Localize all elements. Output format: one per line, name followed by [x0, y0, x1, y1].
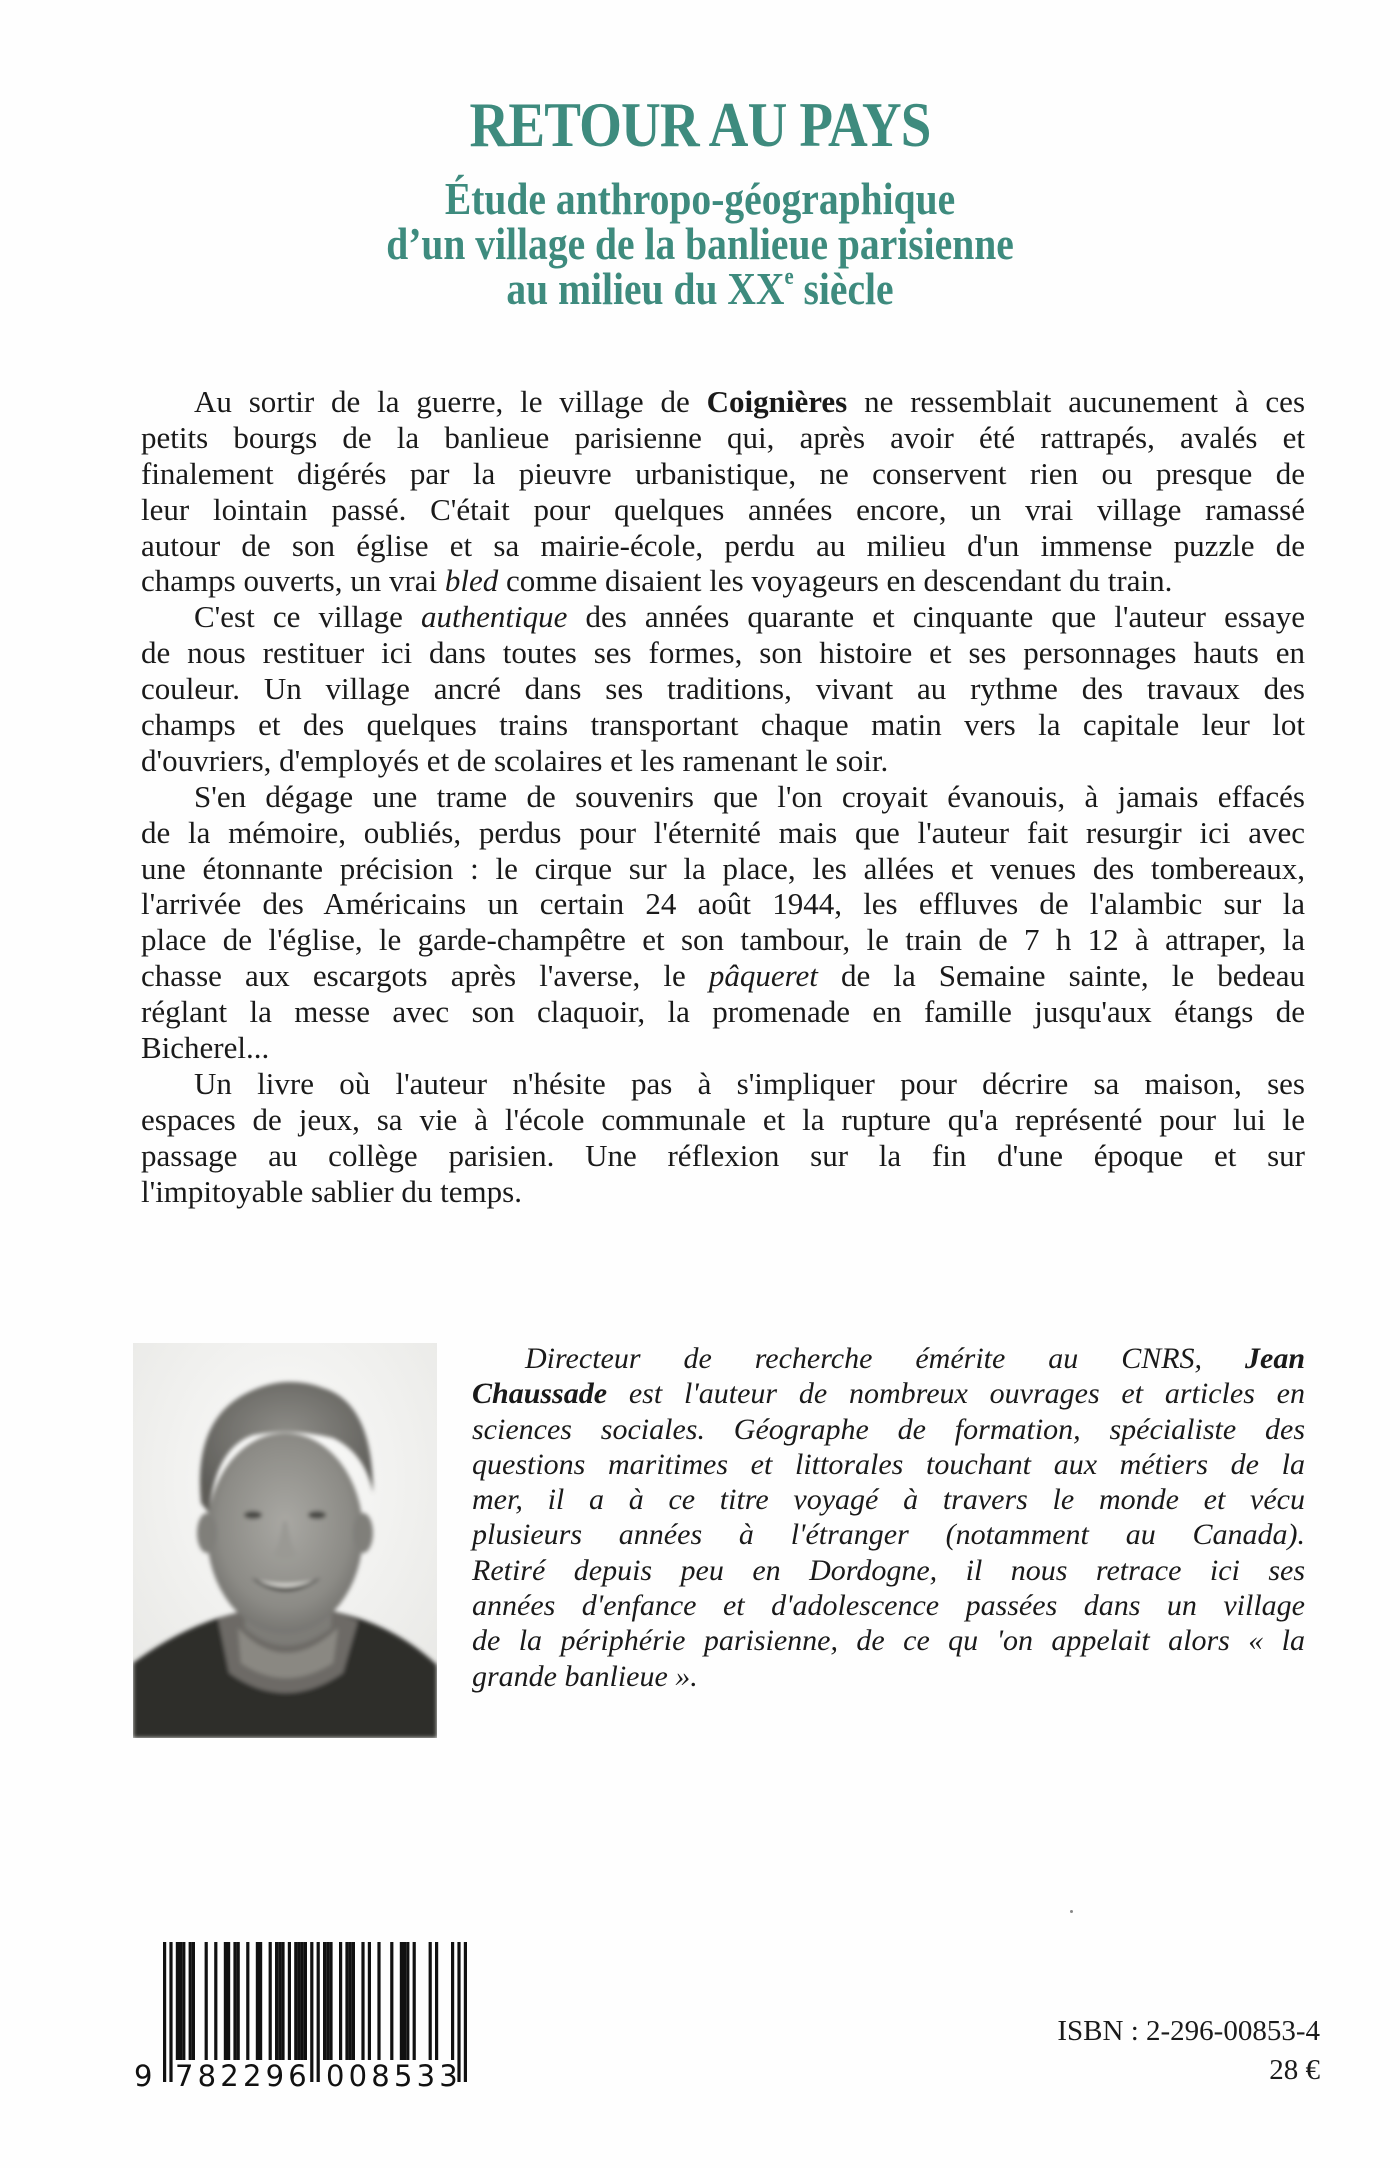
text-segment: place de l'église, le garde-champêtre et son tambour, le train de 7 h 12 à attraper, la [141, 922, 1305, 958]
isbn-block [1057, 2012, 1320, 2090]
text-line [472, 1412, 1305, 1447]
text-segment: finalement digérés par la pieuvre urbanistique, ne conservent rien ou presque de [141, 455, 1305, 491]
text-line-content [141, 635, 1305, 671]
portrait-image [133, 1343, 437, 1738]
text-line-content [141, 743, 1305, 779]
text-line [141, 1138, 1305, 1174]
text-line-content [141, 958, 1305, 994]
barcode-bar [176, 1942, 179, 2060]
barcode-bar [281, 1942, 284, 2060]
text-line [472, 1588, 1305, 1623]
text-line [141, 815, 1305, 851]
barcode-bar [259, 1942, 262, 2060]
text-segment: des années quarante et cinquante que l'auteur essaye [567, 599, 1305, 635]
text-line [141, 743, 1305, 779]
text-segment: de nous restituer ici dans toutes ses formes, son histoire et ses personnages hauts en [141, 635, 1305, 671]
text-line [141, 851, 1305, 887]
text-line-content [472, 1517, 1305, 1552]
barcode-bar [339, 1942, 342, 2060]
text-segment: espaces de jeux, sa vie à l'école communale et la rupture qu'a représenté pour lui le [141, 1101, 1305, 1137]
italic-text: pâqueret [708, 958, 818, 994]
barcode-bar [390, 1942, 393, 2060]
barcode-bar [233, 1942, 236, 2060]
text-segment: Retiré depuis peu en Dordogne, il nous retrace ici ses [472, 1553, 1305, 1587]
barcode-bar [288, 1942, 291, 2060]
text-line [141, 456, 1305, 492]
barcode-bar [205, 1942, 208, 2060]
text-segment: couleur. Un village ancré dans ses traditions, vivant au rythme des travaux des [141, 671, 1305, 707]
text-line-content [141, 563, 1305, 599]
text-line-content [472, 1588, 1305, 1623]
text-line [141, 922, 1305, 958]
text-line-content [141, 922, 1305, 958]
text-line-content [141, 815, 1305, 851]
barcode-bar [278, 1942, 281, 2060]
text-segment: petits bourgs de la banlieue parisienne qui, après avoir été rattrapés, avalés et [141, 419, 1305, 455]
barcode-bar [169, 1942, 172, 2082]
text-line [141, 671, 1305, 707]
text-line-content [141, 492, 1305, 528]
subtitle-line: Étude anthropo-géographique [444, 173, 956, 224]
text-line-content [141, 456, 1305, 492]
text-segment: champs et des quelques trains transportant chaque matin vers la capitale leur lot [141, 707, 1305, 743]
text-segment: passage au collège parisien. Une réflexion sur la fin d'une époque et sur [141, 1137, 1305, 1173]
barcode-bar [182, 1942, 185, 2060]
book-title: RETOUR AU PAYS [469, 89, 931, 160]
barcode-bar [246, 1942, 249, 2060]
barcode-bar [269, 1942, 272, 2060]
text-line [141, 707, 1305, 743]
barcode-bar [368, 1942, 371, 2060]
text-line [141, 1030, 1305, 1066]
text-segment: plusieurs années à l'étranger (notamment au Canada). [472, 1518, 1305, 1552]
barcode-bar [326, 1942, 329, 2060]
barcode-bar [429, 1942, 432, 2060]
text-line-content [472, 1553, 1305, 1588]
barcode-bar [163, 1942, 166, 2082]
text-line [472, 1447, 1305, 1482]
barcode-digit-first: 9 [134, 2059, 153, 2093]
barcode-bar [179, 1942, 182, 2060]
text-segment: réglant la messe avec son claquoir, la promenade en famille jusqu'aux étangs de [141, 994, 1305, 1030]
text-segment: d'ouvriers, d'employés et de scolaires et les ramenant le soir. [141, 742, 889, 778]
barcode-bar [352, 1942, 355, 2060]
text-line [141, 492, 1305, 528]
text-line [472, 1659, 1305, 1694]
text-line [472, 1482, 1305, 1517]
text-line-content [141, 707, 1305, 743]
text-line-content [141, 851, 1305, 887]
text-line-content [141, 1030, 1305, 1066]
bold-text: Chaussade [472, 1377, 608, 1411]
barcode-bar [224, 1942, 227, 2060]
barcode-bar [361, 1942, 364, 2060]
text-line-content [472, 1659, 1305, 1694]
barcode-bar [189, 1942, 192, 2060]
text-line-content [472, 1623, 1305, 1658]
subtitle-line: d’un village de la banlieue parisienne [386, 218, 1014, 269]
barcode-bar [227, 1942, 230, 2060]
text-line-content [472, 1376, 1305, 1411]
subtitle-text: au milieu du XX [506, 263, 785, 314]
text-line [472, 1376, 1305, 1411]
barcode-bar [301, 1942, 304, 2060]
text-line [141, 1066, 1305, 1102]
subtitle-line-century [98, 263, 1302, 314]
text-line-content [141, 1138, 1305, 1174]
author-photo [133, 1343, 437, 1738]
text-line [141, 1102, 1305, 1138]
barcode-bar [349, 1942, 352, 2060]
barcode-bar [317, 1942, 320, 2082]
italic-text: bled [444, 563, 499, 599]
book-description [141, 384, 1305, 1209]
barcode-bar [214, 1942, 217, 2060]
text-line-content [472, 1482, 1305, 1517]
text-segment: S'en dégage une trame de souvenirs que l'on croyait évanouis, à jamais effacés [194, 778, 1305, 814]
isbn-label: ISBN : 2-296-00853-4 [1057, 2015, 1320, 2047]
text-segment: de la mémoire, oubliés, perdus pour l'éternité mais que l'auteur fait resurgir ici avec [141, 814, 1305, 850]
barcode-bar [323, 1942, 326, 2060]
text-line-content [194, 599, 1305, 635]
barcode-bar [329, 1942, 332, 2060]
text-segment: années d'enfance et d'adolescence passées dans un village [472, 1589, 1305, 1623]
text-line [141, 528, 1305, 564]
text-line-content [141, 1102, 1305, 1138]
text-segment: sciences sociales. Géographe de formation, spécialiste des [472, 1412, 1305, 1446]
print-speck [1070, 1910, 1073, 1913]
text-segment: autour de son église et sa mairie-école, perdu au milieu d'un immense puzzle de [141, 527, 1305, 563]
text-line [141, 958, 1305, 994]
text-segment: leur lointain passé. C'était pour quelques années encore, un vrai village ramassé [141, 491, 1305, 527]
text-segment: Un livre où l'auteur n'hésite pas à s'impliquer pour décrire sa maison, ses [194, 1065, 1305, 1101]
text-line [472, 1553, 1305, 1588]
text-line-content [525, 1341, 1305, 1376]
barcode-digits-right: 008533 [326, 2059, 462, 2093]
text-segment: comme disaient les voyageurs en descendant du train. [498, 563, 1173, 599]
text-line-content [141, 886, 1305, 922]
barcode-bar [464, 1942, 467, 2082]
bold-text: Coignières [706, 384, 848, 419]
barcode-bar [435, 1942, 438, 2060]
text-segment: mer, il a à ce titre voyagé à travers le monde et vécu [472, 1483, 1305, 1517]
barcode-bar [192, 1942, 195, 2060]
text-line-content [141, 1174, 1305, 1210]
barcode-bar [451, 1942, 454, 2060]
barcode-bar [403, 1942, 406, 2060]
price-label: 28 € [1269, 2054, 1320, 2086]
text-line [472, 1623, 1305, 1658]
text-segment: questions maritimes et littorales touchant aux métiers de la [472, 1447, 1305, 1481]
text-line [141, 420, 1305, 456]
barcode-bar [413, 1942, 416, 2060]
text-segment: ne ressemblait aucunement à ces [847, 384, 1306, 419]
text-line [141, 635, 1305, 671]
text-line-content [194, 779, 1305, 815]
barcode-bar [294, 1942, 297, 2060]
author-bio [472, 1341, 1305, 1694]
text-line-content [472, 1447, 1305, 1482]
text-segment: de la périphérie parisienne, de ce qu 'on appelait alors « la [472, 1624, 1305, 1658]
text-segment: Au sortir de la guerre, le village de [194, 384, 707, 419]
text-segment: champs ouverts, un vrai [141, 563, 445, 599]
barcode-bar [237, 1942, 240, 2060]
barcode-bar [400, 1942, 403, 2060]
italic-text: authentique [420, 599, 568, 635]
text-line [141, 563, 1305, 599]
barcode-bar [304, 1942, 307, 2060]
text-segment: l'arrivée des Américains un certain 24 août 1944, les effluves de l'alambic sur la [141, 886, 1305, 922]
barcode-bar [406, 1942, 409, 2060]
text-line [141, 384, 1305, 420]
text-segment: chasse aux escargots après l'averse, le [141, 958, 709, 994]
text-line-content [141, 671, 1305, 707]
subtitle-text: siècle [793, 263, 894, 314]
text-segment: une étonnante précision : le cirque sur la place, les allées et venues des tombereaux, [141, 850, 1305, 886]
text-line-content [141, 528, 1305, 564]
text-line [141, 599, 1305, 635]
text-line-content [194, 384, 1305, 420]
text-segment: C'est ce village [194, 599, 421, 635]
text-line [141, 779, 1305, 815]
text-segment: Bicherel... [141, 1030, 270, 1066]
text-line-content [141, 994, 1305, 1030]
barcode-digits-left: 782296 [175, 2059, 311, 2093]
barcode-bar [297, 1942, 300, 2060]
text-segment: de la Semaine sainte, le bedeau [817, 958, 1305, 994]
text-segment: est l'auteur de nombreux ouvrages et articles en [607, 1377, 1305, 1411]
barcode-bar [345, 1942, 348, 2060]
text-line [472, 1341, 1305, 1376]
text-segment: grande banlieue ». [472, 1659, 698, 1693]
text-line-content [141, 420, 1305, 456]
bold-text: Jean [1245, 1342, 1305, 1375]
text-line [141, 886, 1305, 922]
text-line-content [472, 1412, 1305, 1447]
barcode-bar [275, 1942, 278, 2060]
text-line [141, 1174, 1305, 1210]
text-line [141, 994, 1305, 1030]
title-block [0, 89, 1400, 314]
text-segment: Directeur de recherche émérite au CNRS, [525, 1342, 1245, 1375]
text-line-content [194, 1066, 1305, 1102]
barcode-bar [256, 1942, 259, 2060]
superscript: e [784, 264, 794, 290]
barcode-bar [377, 1942, 380, 2060]
text-line [472, 1517, 1305, 1552]
text-segment: l'impitoyable sablier du temps. [141, 1173, 522, 1209]
